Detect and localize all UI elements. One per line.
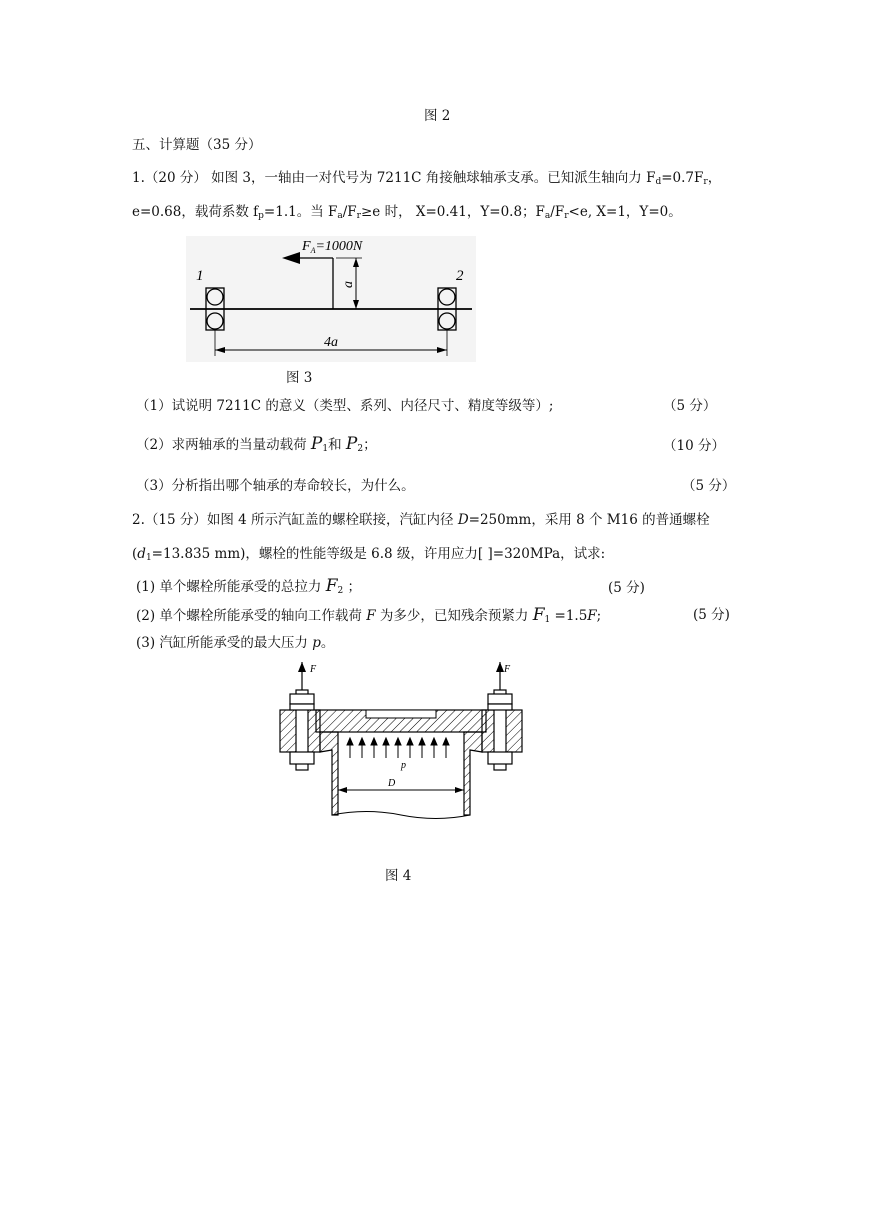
fig3-caption: 图 3 (286, 370, 313, 386)
q1-sub2: （2）求两轴承的当量动载荷 $P_1$和 $P_2$； (136, 434, 377, 454)
q2-sub1: (1) 单个螺栓所能承受的总拉力 $F_2$ ； (136, 576, 362, 596)
pressure-arrows (347, 738, 449, 758)
force-label: $F_A=1000N$ (302, 239, 363, 255)
q1-line2: e=0.68，载荷系数 $f_p=1.1$。当 $F_a/F_r\ge e$ 时， X=0.41，Y=0.8；$F_a/F_r<e$, X=1，Y=0。 (132, 204, 682, 221)
q1-sub3-points: （5 分） (682, 478, 736, 494)
q2-line1: 2.（15 分）如图 4 所示汽缸盖的螺栓联接，汽缸内径 D=250mm，采用 8 个 M16 的普通螺栓 (132, 512, 710, 528)
bearing-2-label: 2 (456, 268, 464, 284)
q2-sub1-points: (5 分) (608, 580, 645, 596)
diameter-label: D (388, 778, 396, 789)
bearing-1-label: 1 (196, 268, 204, 284)
dim-4a-label: 4a (324, 335, 338, 350)
section-title: 五、计算题（35 分） (132, 137, 262, 153)
q2-sub2-points: (5 分) (693, 607, 730, 623)
force-left-label: F (310, 664, 317, 675)
cylinder-wall-left (320, 732, 338, 815)
pressure-label: p (401, 760, 406, 771)
figure-3 (186, 236, 476, 362)
q1-line1: 1.（20 分） 如图 3，一轴由一对代号为 7211C 角接触球轴承支承。已知派生轴向力 $F_d=0.7F_r$， (132, 170, 722, 187)
q2-line2: ($d_1=13.835$ mm)，螺栓的性能等级是 6.8 级，许用应力[ ]=320MPa，试求: (132, 546, 606, 563)
dim-a-label: a (341, 281, 356, 288)
break-line (332, 812, 470, 819)
q1-sub1: （1）试说明 7211C 的意义（类型、系列、内径尺寸、精度等级等）; (136, 398, 554, 414)
q2-sub3: (3) 汽缸所能承受的最大压力 p。 (136, 635, 335, 651)
figure-4 (276, 660, 526, 830)
q1-sub3: （3）分析指出哪个轴承的寿命较长，为什么。 (136, 478, 415, 494)
q2-sub2: (2) 单个螺栓所能承受的轴向工作载荷 F 为多少，已知残余预紧力 $F_1 =1.5F$; (136, 605, 602, 625)
cylinder-wall-right (464, 732, 482, 815)
fig2-caption: 图 2 (424, 108, 451, 124)
cover-plate (316, 710, 486, 732)
q1-sub1-points: （5 分） (663, 398, 717, 414)
force-right-label: F (504, 664, 511, 675)
fig4-caption: 图 4 (385, 868, 412, 884)
q1-sub2-points: （10 分） (663, 438, 725, 454)
